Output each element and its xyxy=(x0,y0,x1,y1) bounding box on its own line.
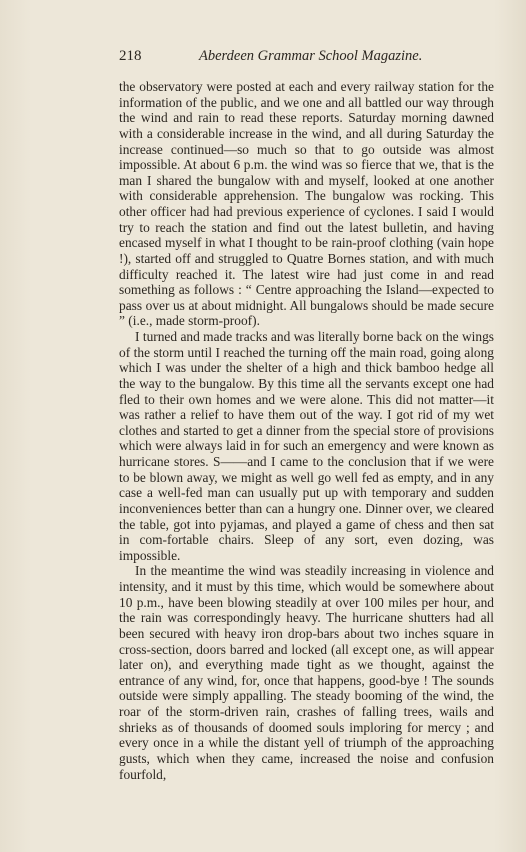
running-title: Aberdeen Grammar School Magazine. xyxy=(199,48,423,64)
page-number: 218 xyxy=(119,48,142,64)
article-body xyxy=(119,79,494,782)
paragraph-continued: the observatory were posted at each and every railway station for the information of the public, and we one and all battled our way through the wind and rain to read these reports. Saturday morning dawned with a considerable increase in the wind, and all during Saturday the increase continued—so much so that to go outside was almost impossible. At about 6 p.m. the wind was so fierce that we, that is the man I shared the bungalow with and myself, looked at one another with considerable apprehension. The bungalow was rocking. This other officer had had previous experience of cyclones. I said I would try to reach the station and find out the latest bulletin, and having encased myself in what I thought to be rain-proof clothing (vain hope !), started off and struggled to Quatre Bornes station, and with much difficulty reached it. The latest wire had just come in and read something as follows : “ Centre approaching the Island—expected to pass over us at about midnight. All bungalows should be made secure ” (i.e., made storm-proof). xyxy=(119,79,494,329)
paragraph: In the meantime the wind was steadily increasing in violence and intensity, and it must by this time, which would be somewhere about 10 p.m., have been blowing steadily at over 100 miles per hour, and the rain was correspondingly heavy. The hurricane shutters had all been secured with heavy iron drop-bars about two inches square in cross-section, doors barred and locked (all except one, as will appear later on), and everything made tight as we thought, against the entrance of any wind, for, once that happens, good-bye ! The sounds outside were simply appalling. The steady booming of the wind, the roar of the storm-driven rain, crashes of falling trees, wails and shrieks as of thousands of doomed souls imploring for mercy ; and every once in a while the distant yell of triumph of the approaching gusts, which when they came, increased the noise and confusion fourfold, xyxy=(119,563,494,782)
page-header xyxy=(119,46,492,66)
paragraph: I turned and made tracks and was literally borne back on the wings of the storm until I reached the turning off the main road, going along which I was under the shelter of a high and thick bamboo hedge all the way to the bungalow. By this time all the servants except one had fled to their own homes and we were alone. This did not matter—it was rather a relief to have them out of the way. I got rid of my wet clothes and started to get a dinner from the special store of provisions which were always laid in for such an emergency and were known as hurricane stores. S——and I came to the conclusion that if we were to be blown away, we might as well go well fed as empty, and in any case a well-fed man can usually put up with temporary and sudden inconveniences better than can a hungry one. Dinner over, we cleared the table, got into pyjamas, and played a game of chess and then sat in com-fortable chairs. Sleep of any sort, even dozing, was impossible. xyxy=(119,329,494,563)
